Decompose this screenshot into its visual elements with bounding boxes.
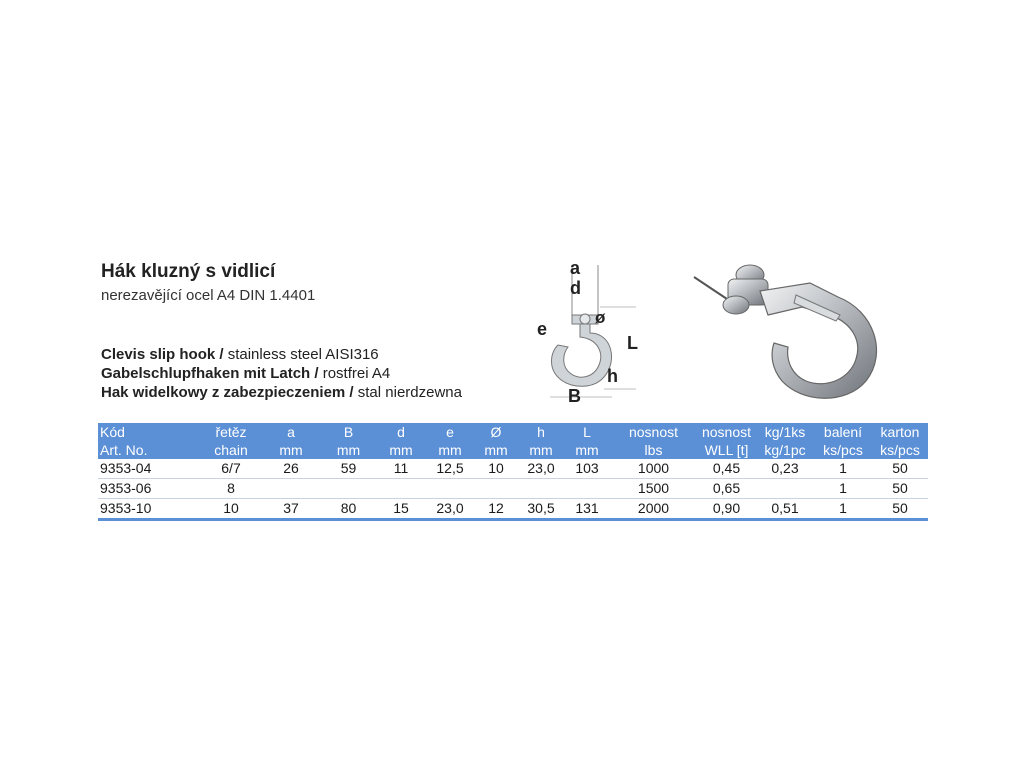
diagram-label-e: e	[537, 319, 548, 339]
table-cell: 12	[474, 499, 518, 520]
header-cell: lbs	[610, 441, 697, 459]
header-cell: Ø	[474, 423, 518, 441]
header-cell: mm	[376, 441, 426, 459]
table-cell	[321, 479, 376, 499]
table-cell: 9353-10	[98, 499, 201, 520]
table-cell: 0,90	[697, 499, 756, 520]
name-line-de: Gabelschlupfhaken mit Latch / rostfrei A4	[101, 365, 391, 382]
table-cell: 50	[872, 479, 928, 499]
table-cell: 12,5	[426, 459, 474, 479]
header-cell: nosnost	[697, 423, 756, 441]
header-cell: WLL [t]	[697, 441, 756, 459]
header-cell: Art. No.	[98, 441, 201, 459]
table-cell: 103	[564, 459, 610, 479]
table-cell: 1	[814, 499, 872, 520]
table-cell: 1	[814, 459, 872, 479]
table-cell: 80	[321, 499, 376, 520]
header-cell: mm	[261, 441, 321, 459]
diagram-label-h: h	[607, 366, 618, 386]
table-cell: 30,5	[518, 499, 564, 520]
table-cell: 1	[814, 479, 872, 499]
name-line-pl: Hak widelkowy z zabezpieczeniem / stal nierdzewna	[101, 384, 462, 401]
header-cell: h	[518, 423, 564, 441]
header-cell: e	[426, 423, 474, 441]
header-cell: d	[376, 423, 426, 441]
table-cell: 8	[201, 479, 261, 499]
table-cell	[376, 479, 426, 499]
diagram-label-diameter: ø	[595, 308, 606, 327]
header-cell: chain	[201, 441, 261, 459]
header-cell: nosnost	[610, 423, 697, 441]
table-cell: 26	[261, 459, 321, 479]
header-cell: B	[321, 423, 376, 441]
table-cell: 0,45	[697, 459, 756, 479]
header-cell: kg/1pc	[756, 441, 814, 459]
header-cell: mm	[426, 441, 474, 459]
diagram-label-L: L	[627, 333, 638, 353]
product-title: Hák kluzný s vidlicí	[101, 261, 276, 282]
table-cell: 15	[376, 499, 426, 520]
table-cell	[756, 479, 814, 499]
table-cell: 50	[872, 459, 928, 479]
diagram-label-d: d	[570, 278, 581, 298]
spec-table	[98, 423, 928, 521]
table-header-row	[98, 423, 928, 441]
table-cell: 23,0	[426, 499, 474, 520]
header-cell: mm	[474, 441, 518, 459]
hook-product-photo	[690, 257, 890, 407]
table-cell	[474, 479, 518, 499]
header-cell: ks/pcs	[872, 441, 928, 459]
table-cell: 0,23	[756, 459, 814, 479]
table-cell: 2000	[610, 499, 697, 520]
header-cell: mm	[518, 441, 564, 459]
header-cell: mm	[564, 441, 610, 459]
table-row	[98, 459, 928, 479]
table-header-row	[98, 441, 928, 459]
product-names	[101, 345, 462, 402]
table-cell: 50	[872, 499, 928, 520]
table-row	[98, 479, 928, 499]
table-cell: 10	[201, 499, 261, 520]
table-cell: 0,65	[697, 479, 756, 499]
header-cell: L	[564, 423, 610, 441]
table-cell	[261, 479, 321, 499]
header-cell: kg/1ks	[756, 423, 814, 441]
diagram-label-a: a	[570, 258, 581, 278]
header-cell: karton	[872, 423, 928, 441]
table-cell: 131	[564, 499, 610, 520]
table-cell: 59	[321, 459, 376, 479]
table-cell: 6/7	[201, 459, 261, 479]
header-cell: Kód	[98, 423, 201, 441]
table-cell	[426, 479, 474, 499]
hook-dimension-diagram	[528, 257, 643, 407]
table-cell: 1500	[610, 479, 697, 499]
table-cell: 10	[474, 459, 518, 479]
header-cell: mm	[321, 441, 376, 459]
table-cell: 1000	[610, 459, 697, 479]
header-cell: balení	[814, 423, 872, 441]
table-cell: 37	[261, 499, 321, 520]
table-cell: 9353-06	[98, 479, 201, 499]
header-cell: řetěz	[201, 423, 261, 441]
table-cell	[564, 479, 610, 499]
product-subtitle: nerezavějící ocel A4 DIN 1.4401	[101, 287, 316, 304]
table-cell: 11	[376, 459, 426, 479]
table-cell	[518, 479, 564, 499]
name-line-en: Clevis slip hook / stainless steel AISI316	[101, 346, 379, 363]
header-cell: ks/pcs	[814, 441, 872, 459]
table-cell: 0,51	[756, 499, 814, 520]
table-cell: 9353-04	[98, 459, 201, 479]
header-cell: a	[261, 423, 321, 441]
table-row	[98, 499, 928, 520]
table-cell: 23,0	[518, 459, 564, 479]
diagram-label-B: B	[568, 386, 581, 406]
